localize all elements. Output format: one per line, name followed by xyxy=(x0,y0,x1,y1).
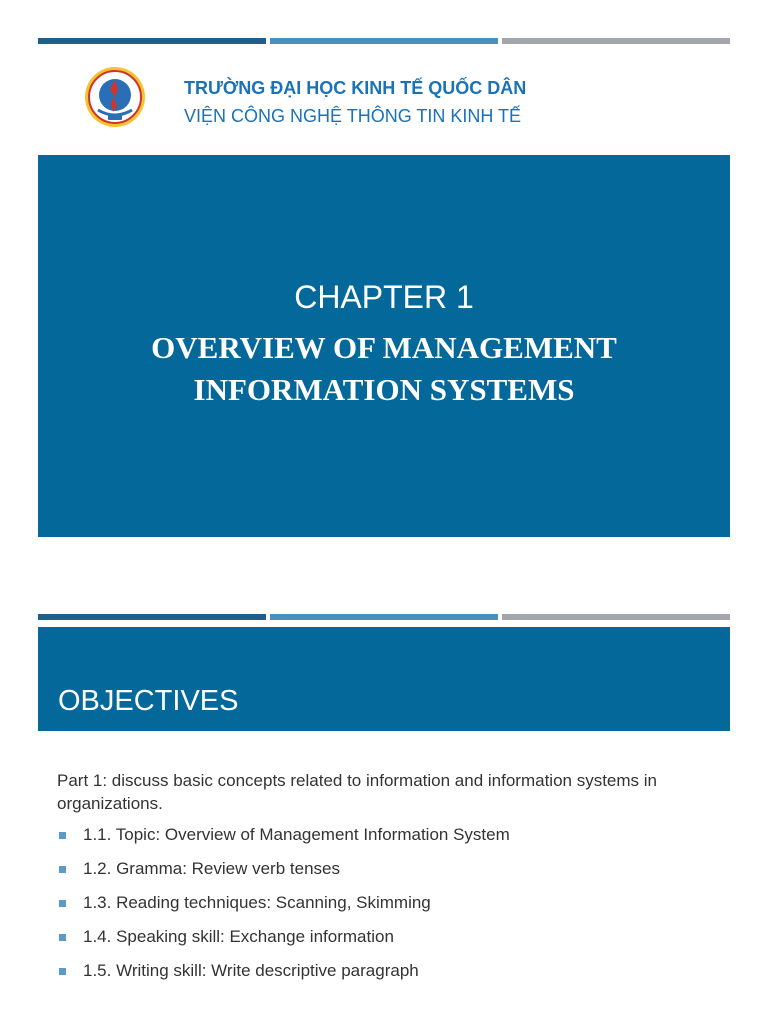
school-name: TRƯỜNG ĐẠI HỌC KINH TẾ QUỐC DÂN xyxy=(184,78,527,98)
accent-bar-gray xyxy=(502,38,730,44)
university-seal-icon xyxy=(84,66,146,128)
accent-bar-dark xyxy=(38,614,266,620)
title-panel xyxy=(38,155,730,537)
accent-bar-dark xyxy=(38,38,266,44)
objectives-accent-bars xyxy=(38,614,730,620)
square-bullet-icon xyxy=(59,934,66,941)
square-bullet-icon xyxy=(59,832,66,839)
accent-bar-gray xyxy=(502,614,730,620)
top-accent-bars xyxy=(38,38,730,44)
institute-name: VIỆN CÔNG NGHỆ THÔNG TIN KINH TẾ xyxy=(184,106,522,126)
square-bullet-icon xyxy=(59,968,66,975)
list-item xyxy=(57,892,727,926)
list-item-text: 1.4. Speaking skill: Exchange information xyxy=(83,927,394,946)
square-bullet-icon xyxy=(59,900,66,907)
list-item xyxy=(57,858,727,892)
objectives-header xyxy=(38,627,730,731)
list-item xyxy=(57,824,727,858)
objectives-list xyxy=(57,824,727,994)
accent-bar-mid xyxy=(270,38,498,44)
objectives-title: OBJECTIVES xyxy=(58,685,239,717)
list-item-text: 1.2. Gramma: Review verb tenses xyxy=(83,859,340,878)
list-item-text: 1.5. Writing skill: Write descriptive paragraph xyxy=(83,961,419,980)
chapter-title: OVERVIEW OF MANAGEMENT INFORMATION SYSTEMS xyxy=(151,330,617,407)
list-item xyxy=(57,960,727,994)
list-item-text: 1.3. Reading techniques: Scanning, Skimming xyxy=(83,893,431,912)
list-item xyxy=(57,926,727,960)
chapter-label: CHAPTER 1 xyxy=(294,279,474,315)
square-bullet-icon xyxy=(59,866,66,873)
accent-bar-mid xyxy=(270,614,498,620)
list-item-text: 1.1. Topic: Overview of Management Information System xyxy=(83,825,510,844)
objectives-intro: Part 1: discuss basic concepts related to information and information systems in organizations. xyxy=(57,771,658,813)
